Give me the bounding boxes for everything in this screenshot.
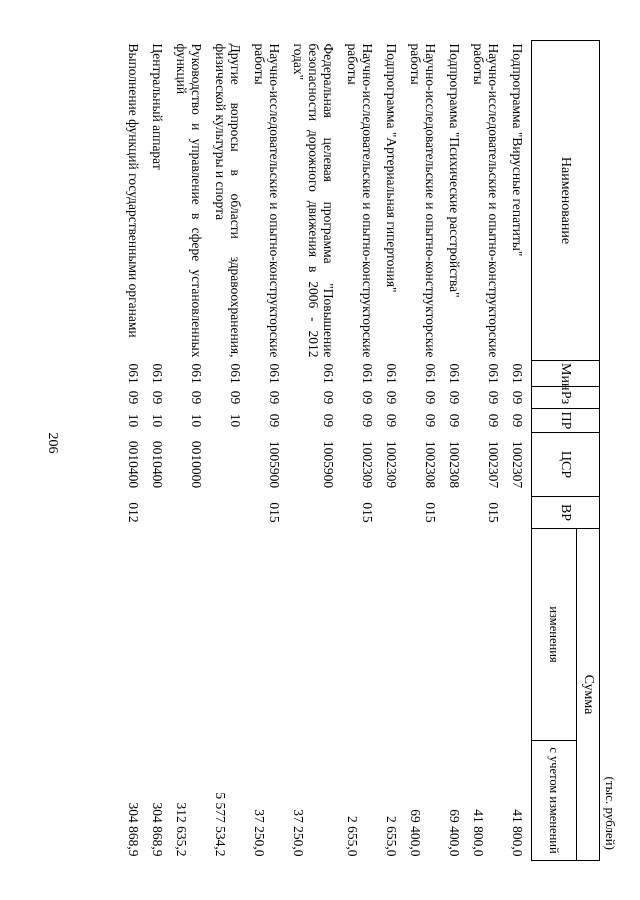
row-rz: 09 (384, 390, 399, 405)
row-rz: 09 (228, 390, 243, 405)
row-vr (288, 497, 342, 529)
row-name: Научно-исследовательские и опытно-конструкторские работы (252, 43, 282, 358)
row-csr: 1002309 (360, 440, 375, 489)
row-pr: 09 (486, 413, 501, 428)
row-changes (342, 529, 381, 741)
row-total: 41 800,0 (510, 809, 525, 857)
row-name: Научно-исследовательские и опытно-конструкторские работы (345, 43, 375, 358)
row-min: 061 (228, 363, 243, 384)
table-row (405, 41, 444, 861)
row-pr: 09 (360, 413, 375, 428)
table-row (123, 41, 147, 861)
header-name: Наименование (532, 41, 600, 361)
row-min: 061 (126, 363, 141, 384)
row-pr: 10 (150, 413, 165, 428)
row-total: 2 655,0 (384, 816, 399, 857)
row-rz: 09 (486, 390, 501, 405)
row-vr (147, 497, 171, 529)
row-min: 061 (189, 363, 204, 384)
row-changes (123, 529, 147, 741)
table-row (444, 41, 468, 861)
row-vr (381, 497, 405, 529)
row-csr: 0010400 (126, 440, 141, 489)
row-pr: 10 (228, 413, 243, 428)
table-header (532, 41, 600, 861)
row-pr: 10 (126, 413, 141, 428)
row-min: 061 (486, 363, 501, 384)
table-body (123, 41, 532, 861)
row-changes (288, 529, 342, 741)
row-changes (468, 529, 507, 741)
row-rz: 09 (423, 390, 438, 405)
header-changes: изменения (532, 529, 577, 741)
table-row (381, 41, 405, 861)
row-vr: 012 (126, 502, 141, 523)
row-total: 69 400,0 (447, 809, 462, 857)
row-rz: 09 (321, 390, 336, 405)
row-changes (171, 529, 210, 741)
budget-table (123, 40, 600, 861)
row-rz: 09 (189, 390, 204, 405)
table-row (171, 41, 210, 861)
row-rz: 09 (267, 390, 282, 405)
row-name: Подпрограмма "Артериальная гипертония" (384, 43, 399, 293)
row-pr: 09 (510, 413, 525, 428)
row-min: 061 (267, 363, 282, 384)
table-row (468, 41, 507, 861)
table-row (288, 41, 342, 861)
row-csr: 0010000 (189, 440, 204, 489)
header-rz: Рз (532, 387, 600, 409)
row-min: 061 (447, 363, 462, 384)
row-changes (381, 529, 405, 741)
row-csr: 1002307 (510, 440, 525, 489)
row-total: 2 655,0 (345, 816, 360, 857)
row-name: Центральный аппарат (150, 43, 165, 170)
row-changes (210, 529, 249, 741)
row-min: 061 (360, 363, 375, 384)
header-vr: ВР (532, 497, 600, 529)
row-pr: 09 (447, 413, 462, 428)
row-csr: 1002308 (447, 440, 462, 489)
row-name: Научно-исследовательские и опытно-конструкторские работы (471, 43, 501, 358)
row-name: Другие вопросы в области здравоохранения, физической культуры и спорта (213, 43, 243, 358)
row-csr: 1002308 (423, 440, 438, 489)
row-min: 061 (321, 363, 336, 384)
row-total: 304 868,9 (126, 802, 141, 857)
row-pr: 09 (384, 413, 399, 428)
row-vr: 015 (360, 502, 375, 523)
row-changes (147, 529, 171, 741)
row-vr: 015 (267, 502, 282, 523)
row-min: 061 (384, 363, 399, 384)
header-with-changes: с учетом изменений (532, 741, 577, 861)
row-rz: 09 (126, 390, 141, 405)
header-min: Мин (532, 361, 600, 387)
row-changes (444, 529, 468, 741)
row-name: Подпрограмма "Вирусные гепатиты" (510, 43, 525, 257)
row-pr: 09 (267, 413, 282, 428)
row-total: 312 635,2 (174, 802, 189, 857)
page-number: 206 (45, 432, 60, 454)
table-row (342, 41, 381, 861)
row-vr: 015 (423, 502, 438, 523)
row-min: 061 (423, 363, 438, 384)
row-vr: 015 (486, 502, 501, 523)
table-row (210, 41, 249, 861)
row-min: 061 (510, 363, 525, 384)
row-name: Федеральная целевая программа "Повышение безопасности дорожного движения в 2006 - 2012 годах" (291, 43, 336, 358)
row-rz: 09 (360, 390, 375, 405)
row-vr (444, 497, 468, 529)
row-total: 69 400,0 (408, 809, 423, 857)
row-rz: 09 (447, 390, 462, 405)
row-csr: 0010400 (150, 440, 165, 489)
row-pr: 09 (423, 413, 438, 428)
row-name: Выполнение функций государственными органами (126, 43, 141, 338)
table-row (147, 41, 171, 861)
row-vr (171, 497, 210, 529)
table-row (507, 41, 532, 861)
rotated-page (100, 40, 620, 860)
row-vr (507, 497, 532, 529)
row-pr: 09 (321, 413, 336, 428)
row-name: Научно-исследовательские и опытно-конструкторские работы (408, 43, 438, 358)
row-csr: 1002309 (384, 440, 399, 489)
row-csr (210, 433, 249, 497)
row-csr: 1005900 (267, 440, 282, 489)
row-total: 37 250,0 (291, 809, 306, 857)
row-total: 5 577 534,2 (213, 792, 228, 857)
row-csr: 1002307 (486, 440, 501, 489)
row-csr: 1005900 (321, 440, 336, 489)
row-min: 061 (150, 363, 165, 384)
row-changes (507, 529, 532, 741)
header-pr: ПР (532, 409, 600, 433)
row-total: 304 868,9 (150, 802, 165, 857)
row-total: 41 800,0 (471, 809, 486, 857)
row-changes (249, 529, 288, 741)
row-changes (405, 529, 444, 741)
row-name: Подпрограмма "Психические расстройства" (447, 43, 462, 298)
units-label: (тыс. рублей) (603, 776, 618, 850)
row-name: Руководство и управление в сфере установленных функций (174, 43, 204, 358)
row-pr: 10 (189, 413, 204, 428)
header-csr: ЦСР (532, 433, 600, 497)
row-total: 37 250,0 (252, 809, 267, 857)
row-vr (210, 497, 249, 529)
row-rz: 09 (150, 390, 165, 405)
header-sum: Сумма (577, 529, 600, 861)
table-row (249, 41, 288, 861)
row-rz: 09 (510, 390, 525, 405)
